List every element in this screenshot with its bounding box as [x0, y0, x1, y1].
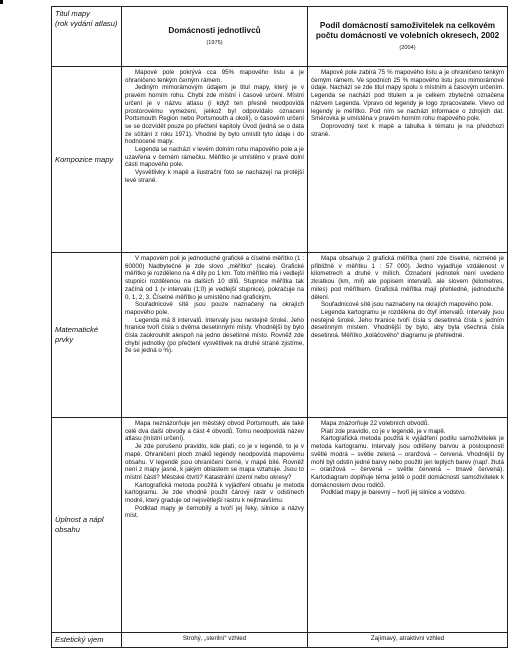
col1-title: Domácnosti jednotlivců	[168, 25, 261, 35]
page-corner-mark	[0, 0, 3, 4]
paragraph: Podklad mapy je barevný – tvoří jej silnice a vodstvo.	[321, 489, 467, 497]
table-row-esteticky	[52, 633, 508, 648]
paragraph: Mapa obsahuje 2 grafická měřítka (není zde číselné, nicméně je přibližně v měřítku 1 : 57 000). Jedno vyjadřuje vzdálenost v kilometrech a druhé v mílích. Označení jednotek není uvedeno zkratkou (km, mil) ale popisem intervalů. ale slovem (kilometres, miles) pod měřítkem. Grafická měřítka mají přehledné, jednoduché dělení.	[311, 255, 504, 301]
row-cell-col2	[308, 633, 508, 648]
table-row-matematicke	[52, 253, 508, 418]
paragraph: Vysvětlivky k mapě a ilustrační foto se nacházejí na protější levé straně.	[125, 169, 304, 184]
col1-year: (1975)	[206, 39, 223, 46]
paragraph: Platí zde pravidlo, co je v legendě, je v mapě.	[321, 427, 446, 435]
row-cell-col1	[122, 418, 308, 633]
paragraph: Mapové pole zabírá 75 % mapového listu a je ohraničeno tenkým černým rámem. Ve spodních 25 % mapového listu jsou mimorámové údaje. Nachází se zde titul mapy spolu s místním a časovým určením. Legenda se nachází pod titulem a je celkem zbytečně označena názvem Legenda. Vpravo od legendy je logo zpracovatele. Vlevo od legendy je měřítko. Pod ním se nachází informace o zdrojích dat. Směrovka je umístěna v pravém horním rohu mapového pole.	[311, 69, 504, 123]
paragraph: Strohý, „sterilní“ vzhled	[182, 635, 247, 642]
table-row-uplnost	[52, 418, 508, 633]
paragraph: Souřadnicové sítě jsou pouze naznačeny na okrajích mapového pole.	[125, 301, 304, 316]
paragraph: Legenda kartogramu je rozdělena do čtyř intervalů. Intervaly jsou nestejně široké. Jeho hranice tvoří čísla s desetinná čísla s jedním desetinným místem. Vhodnější by bylo, aby byla všechna čísla desetinná. Měřítko „koláčového“ diagramu je přehledné.	[311, 308, 504, 340]
paragraph: Mapové pole pokrývá cca 95% mapového listu a je ohraničeno tenkým černým rámem.	[125, 69, 304, 84]
paragraph: Doprovodný text k mapě a tabulka k tématu je na předchozí straně.	[311, 122, 504, 138]
paragraph: Zajímavý, atraktivní vzhled	[370, 635, 445, 642]
paragraph: Souřadnicové sítě jsou naznačeny na okrajích mapového pole.	[321, 301, 493, 309]
row-label: Matematické prvky	[52, 253, 122, 418]
paragraph: Je zde porušeno pravidlo, kde platí, co je v legendě, to je v mapě. Ohraničení ploch znaků legendy neodpovídá mapovému obsahu. V legendě jsou ohraničení černé, v mapě bílé. Rovněž není z mapy jasné, k jakým oblastem se mapa vztahuje. Jsou to místní části? Městské čtvrti? Katastrální území nebo okresy?	[125, 443, 304, 481]
row-cell-col1	[122, 253, 308, 418]
row-cell-col1	[122, 67, 308, 253]
header-label-cell	[52, 7, 122, 67]
col2-title: Podíl domácností samoživitelek na celkovém počtu domácností ve volebních okresech, 2002	[315, 20, 500, 40]
row-cell-col2	[308, 418, 508, 633]
paragraph: Podklad mapy je černobílý a tvoří jej řeky, silnice a názvy míst.	[125, 504, 304, 520]
col2-year: (2004)	[399, 44, 416, 51]
row-cell-col2	[308, 253, 508, 418]
row-cell-col1	[122, 633, 308, 648]
header-col1-cell	[122, 7, 308, 67]
row-label: Úplnost a nápl obsahu	[52, 418, 122, 633]
paragraph: Legenda se nachází v levém dolním rohu mapového pole a je uzavřena v černém rámečku. Měřítko je umístěno v pravé dolní části mapového pole.	[125, 146, 304, 169]
paragraph: Legenda má 8 intervalů. Intervaly jsou nestejně široké. Jeho hranice tvoří čísla s dvěma desetinnými místy. Vhodnější by bylo čísla zaokrouhlit alespoň na jedno desetinné místo. Rovněž zde chybí jednotky (po přečtení vysvětlivek na druhé straně zjistíme, že se jedná o %).	[125, 316, 304, 355]
paragraph: Kartografická metoda použitá k vyjádření obsahu je metoda kartogramu. Je zde vhodně použit čárový rastr v odstínech modré, který graduje od nejsvětlejší rastru k nejtmavšímu.	[125, 481, 304, 505]
header-row	[52, 7, 508, 67]
paragraph: Jediným mimorámovým údajem je titul mapy, který je v pravém horním rohu. Chybí zde místní i časové určení. Místní určení je v názvu atlasu (i když ten přesně neodpovídá prostorovému vymezení, jelikož byl odpovídalo oznaceni Portsmouth Region nebo Portsmouth a okolí), o časovém určení se se dozvídět pouze po přečtení kapitoly Úvod (jedná se o data ze sčítání z roku 1971). Vhodné by bylo umístit tyto údaje i do hodnocené mapy.	[125, 84, 304, 146]
evaluation-table	[51, 6, 508, 648]
paragraph: Kartografická metoda použitá k vyjádření podílu samoživitelek je metoda kartogramu. Intervaly jsou odlišeny barvou a posloupností světlé modrá – světle zelená – oranžová – červená. Vhodnější by mohl být odstín jedné barvy nebo použití jen teplých barev (např. žlutá – oranžová – červená – světle červená – tmavě červená). Kartodiagram doplňuje téma ještě o podíl domácností samoživitelek k domácnostem dvou rodičů.	[311, 435, 504, 489]
row-label: Estetický vjem	[52, 633, 122, 648]
header-label-line2: (rok vydání atlasu)	[55, 19, 118, 28]
paragraph: V mapovém poli je jednoduché grafické a číselné měřítko (1 : 60000) Nadbytečné je zde slovo „měřítko“ (scale). Grafické měřítko je rozděleno na 4 díly po 1 km. Toto měřítko má i vedlejší stupnici rozdělenou na dalších 10 dílů. Stupnice měřítka tak začíná od 1 (v intervalu (1;0) je vedlejší stupnice), pokračuje na 0, 1, 2, 3. Číselné měřítko je umístěno nad grafickým.	[125, 255, 304, 301]
header-label-line1: Titul mapy	[55, 9, 90, 18]
table-row-kompozice	[52, 67, 508, 253]
row-label: Kompozice mapy	[52, 67, 122, 253]
paragraph: Mapa znázorňuje 22 volebních obvodů.	[321, 420, 430, 427]
paragraph: Mapa neznázorňuje jen městský obvod Portsmouth, ale také celé dva další obvody a část 4 obvodů. Tomu neodpovídá název atlasu (místní určení).	[125, 420, 304, 443]
header-col2-cell	[308, 7, 508, 67]
row-cell-col2	[308, 67, 508, 253]
